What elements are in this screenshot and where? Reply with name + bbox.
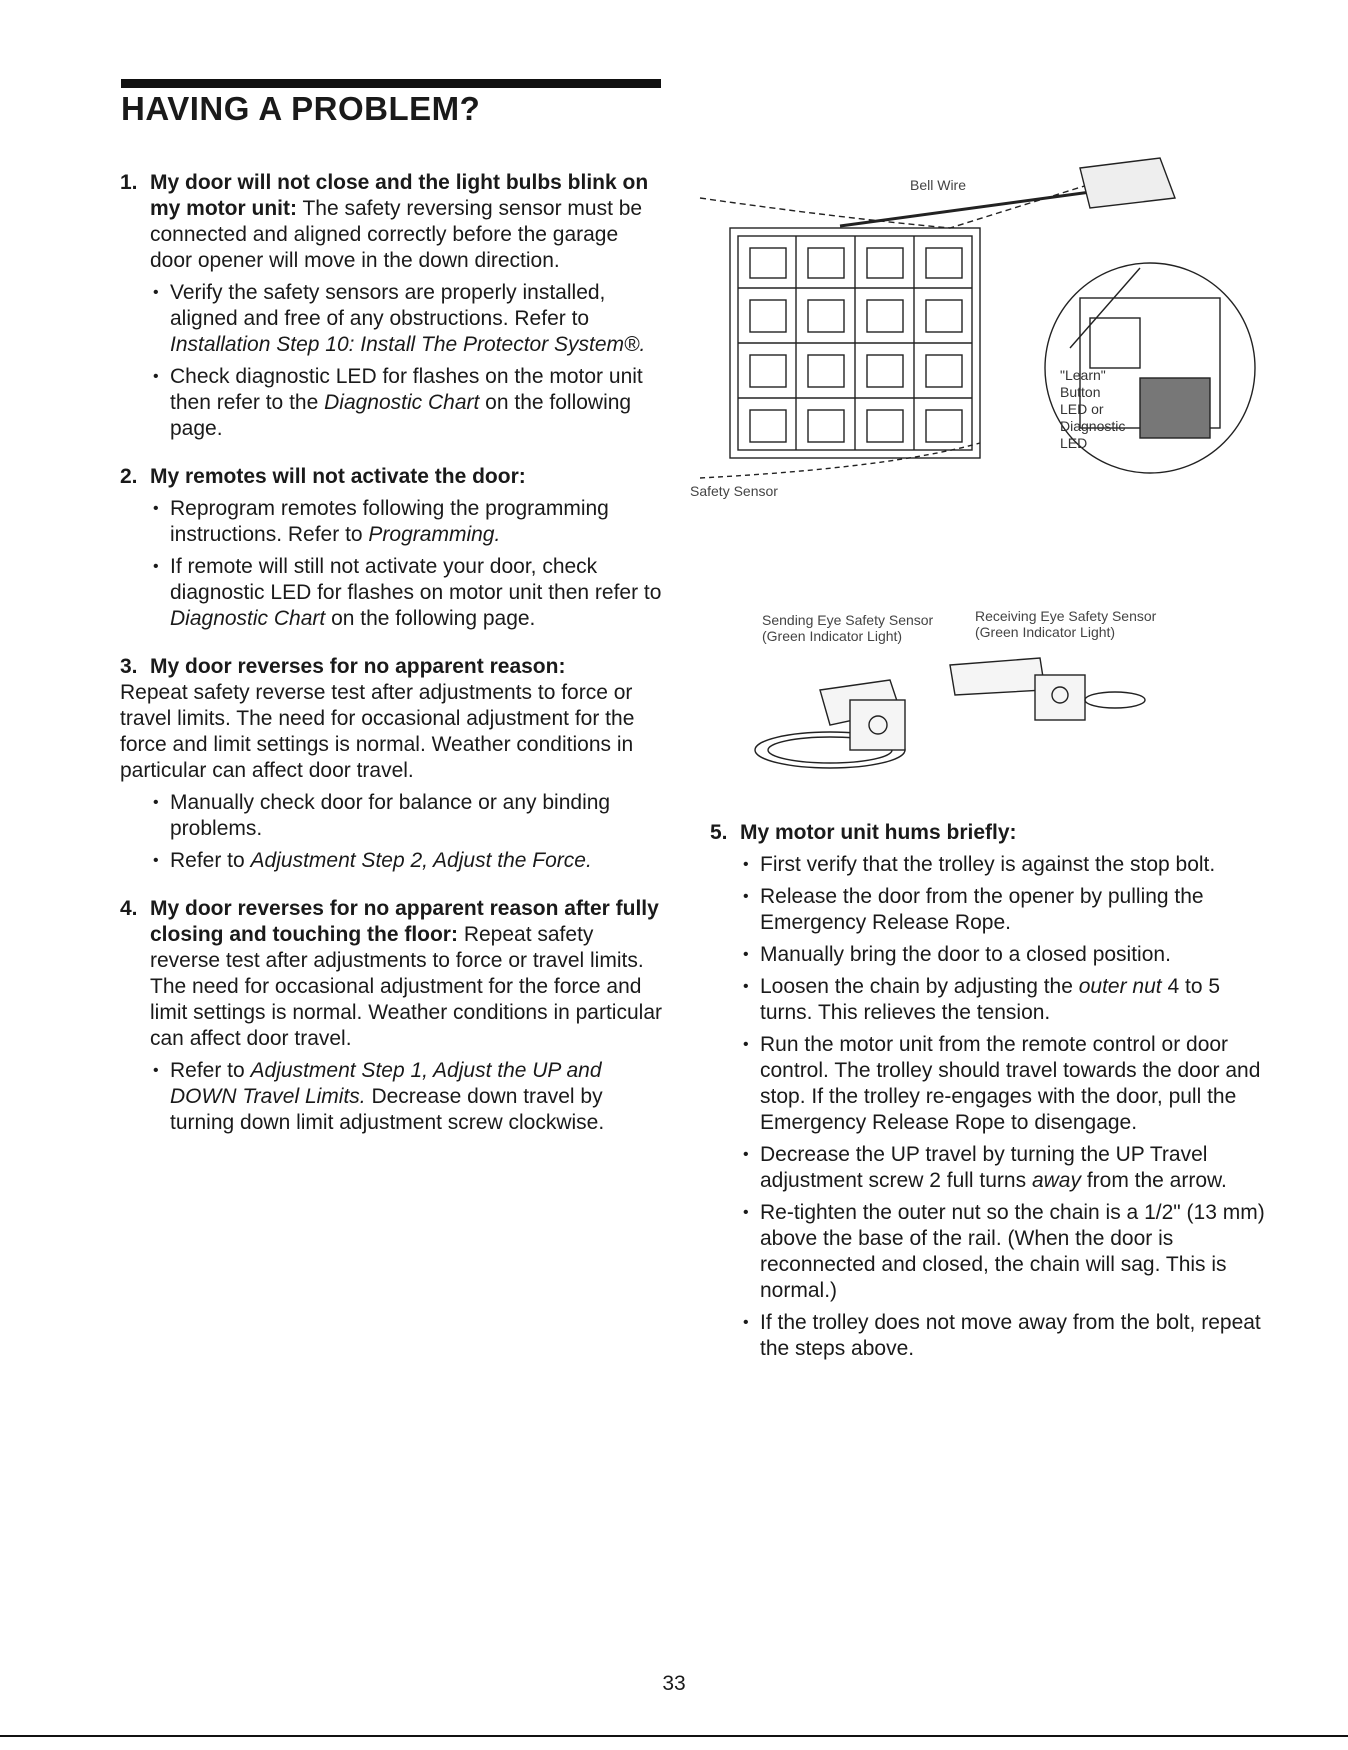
bullet: • First verify that the trolley is against the stop bolt. bbox=[740, 852, 1270, 878]
problem-item-2 bbox=[120, 464, 665, 632]
bullet: • If the trolley does not move away from the bolt, repeat the steps above. bbox=[740, 1310, 1270, 1362]
item-text: Repeat safety reverse test after adjustments to force or travel limits. The need for occasional adjustment for the force and limit settings is normal. Weather conditions in particular can affect door travel. bbox=[150, 923, 662, 1050]
item-heading: My door reverses for no apparent reason: bbox=[150, 655, 566, 678]
bullet: • If remote will still not activate your door, check diagnostic LED for flashes on motor unit then refer to Diagnostic Chart on the following page. bbox=[150, 554, 665, 632]
item-text: The safety reversing sensor must be connected and aligned correctly before the garage door opener will move in the down direction. bbox=[150, 197, 643, 272]
label-safety-sensor: Safety Sensor bbox=[690, 483, 778, 499]
bullet: • Refer to Adjustment Step 2, Adjust the Force. bbox=[150, 848, 665, 874]
label-learn: "Learn" bbox=[1060, 367, 1106, 383]
item-number: 1. bbox=[120, 171, 138, 194]
left-column bbox=[120, 170, 665, 1158]
item-heading: My door reverses for no apparent reason after fully closing and touching the floor: bbox=[150, 897, 659, 946]
bullet: • Manually check door for balance or any binding problems. bbox=[150, 790, 665, 842]
problem-item-1 bbox=[120, 170, 665, 442]
page-title: HAVING A PROBLEM? bbox=[121, 90, 481, 127]
item-number: 2. bbox=[120, 465, 138, 488]
label-bell-wire: Bell Wire bbox=[910, 177, 967, 193]
label-receiving-sensor: Receiving Eye Safety Sensor (Green Indicator Light) bbox=[975, 608, 1157, 640]
bullet: • Manually bring the door to a closed position. bbox=[740, 942, 1270, 968]
bullet: • Decrease the UP travel by turning the UP Travel adjustment screw 2 full turns away from the arrow. bbox=[740, 1142, 1270, 1194]
label-led-or: LED or bbox=[1060, 401, 1104, 417]
bullet: • Check diagnostic LED for flashes on the motor unit then refer to the Diagnostic Chart on the following page. bbox=[150, 364, 665, 442]
bullet: • Re-tighten the outer nut so the chain is a 1/2" (13 mm) above the base of the rail. (When the door is reconnected and closed, the chain will sag. This is normal.) bbox=[740, 1200, 1270, 1304]
item-body: Repeat safety reverse test after adjustments to force or travel limits. The need for occasional adjustment for the force and limit settings is normal. Weather conditions in particular can affect door travel. bbox=[120, 681, 635, 782]
label-diagnostic: Diagnostic bbox=[1060, 418, 1126, 434]
page-number: 33 bbox=[662, 1672, 686, 1695]
label-button: Button bbox=[1060, 384, 1101, 400]
bullet: • Reprogram remotes following the programming instructions. Refer to Programming. bbox=[150, 496, 665, 548]
bullet: • Verify the safety sensors are properly installed, aligned and free of any obstructions. Refer to Installation Step 10: Install The Protector System®. bbox=[150, 280, 665, 358]
item-number: 5. bbox=[710, 821, 728, 844]
bullet: • Refer to Adjustment Step 1, Adjust the UP and DOWN Travel Limits. Decrease down travel by turning down limit adjustment screw clockwise. bbox=[150, 1058, 665, 1136]
item-number: 3. bbox=[120, 655, 138, 678]
problem-item-5 bbox=[710, 820, 1270, 1362]
problem-item-3 bbox=[120, 654, 665, 874]
bullet: • Loosen the chain by adjusting the outer nut 4 to 5 turns. This relieves the tension. bbox=[740, 974, 1270, 1026]
item-heading: My motor unit hums briefly: bbox=[740, 821, 1017, 844]
label-led: LED bbox=[1060, 435, 1088, 451]
label-sending-sensor: Sending Eye Safety Sensor (Green Indicator Light) bbox=[762, 612, 934, 644]
item-heading: My door will not close and the light bulbs blink on my motor unit: bbox=[150, 171, 649, 220]
problem-item-4 bbox=[120, 896, 665, 1136]
bullet: • Release the door from the opener by pulling the Emergency Release Rope. bbox=[740, 884, 1270, 936]
title-rule bbox=[121, 79, 661, 88]
bullet: • Run the motor unit from the remote control or door control. The trolley should travel towards the door and stop. If the trolley re-engages with the door, pull the Emergency Release Rope to disengage. bbox=[740, 1032, 1270, 1136]
right-column bbox=[710, 820, 1270, 1384]
item-number: 4. bbox=[120, 897, 138, 920]
garage-door-illustration bbox=[690, 148, 1260, 578]
item-heading: My remotes will not activate the door: bbox=[150, 465, 526, 488]
bottom-rule bbox=[0, 1735, 1348, 1737]
safety-sensors-illustration bbox=[750, 650, 1190, 780]
